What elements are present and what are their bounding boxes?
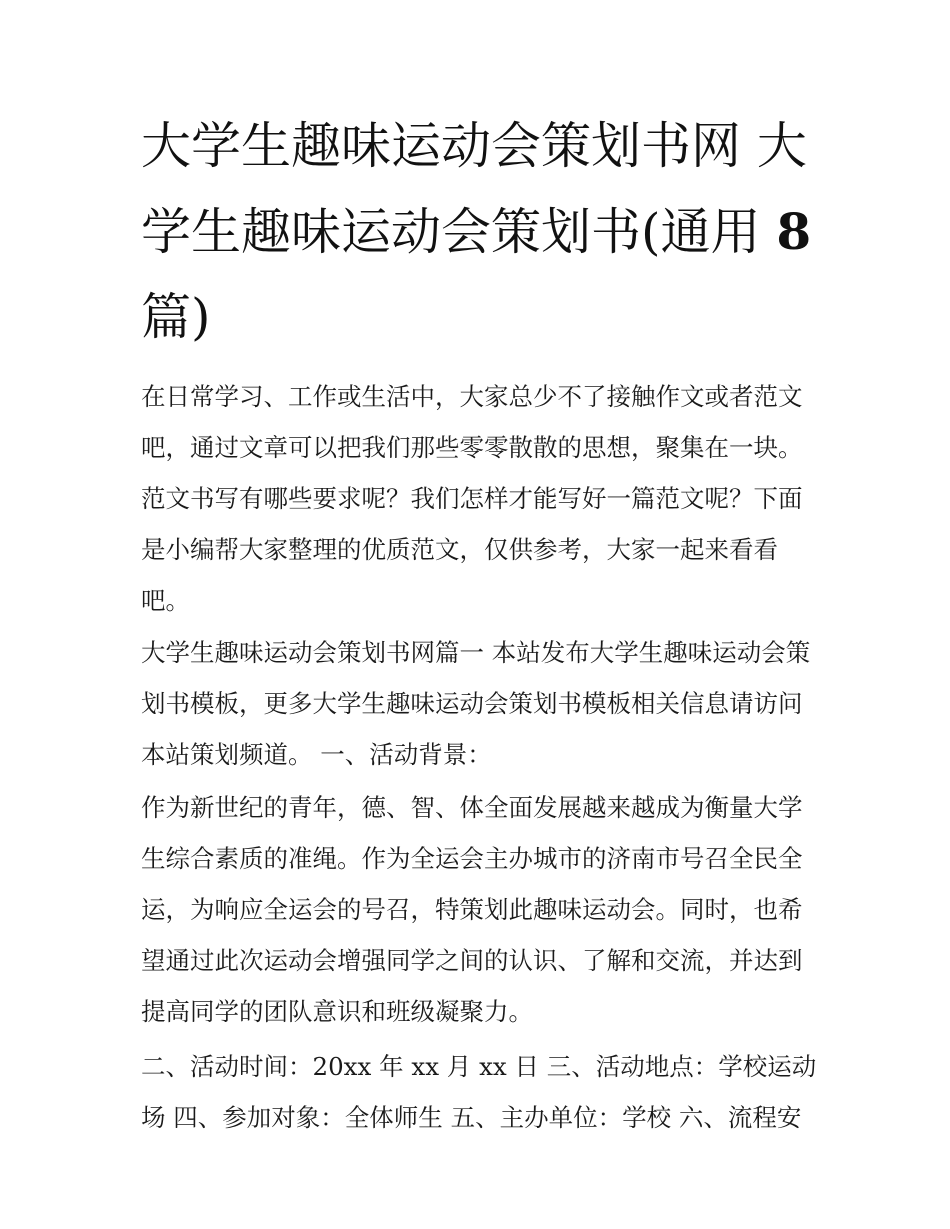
paragraph-intro: 在日常学习、工作或生活中，大家总少不了接触作文或者范文吧，通过文章可以把我们那些零零散散的思想，聚集在一块。范文书写有哪些要求呢？我们怎样才能写好一篇范文呢？下面是小编帮大家整理的优质范文，仅供参考，大家一起来看看吧。	[141, 382, 803, 615]
title-number: 8	[776, 202, 812, 261]
paragraph-article-one: 大学生趣味运动会策划书网篇一 本站发布大学生趣味运动会策划书模板，更多大学生趣味运动会策划书模板相关信息请访问本站策划频道。 一、活动背景：	[141, 638, 811, 769]
title-tail: 篇)	[141, 288, 211, 346]
title-text: 大学生趣味运动会策划书网 大学生趣味运动会策划书(通用	[141, 117, 807, 261]
document-title	[141, 104, 817, 360]
paragraph-schedule: 二、活动时间：20xx 年 xx 月 xx 日 三、活动地点：学校运动场 四、参加对象：全体师生 五、主办单位：学校 六、流程安	[141, 1052, 817, 1132]
paragraph-background: 作为新世纪的青年，德、智、体全面发展越来越成为衡量大学生综合素质的准绳。作为全运会主办城市的济南市号召全民全运，为响应全运会的号召，特策划此趣味运动会。同时，也希望通过此次运动会增强同学之间的认识、了解和交流，并达到提高同学的团队意识和班级凝聚力。	[141, 793, 803, 1026]
document-body	[141, 104, 817, 1143]
